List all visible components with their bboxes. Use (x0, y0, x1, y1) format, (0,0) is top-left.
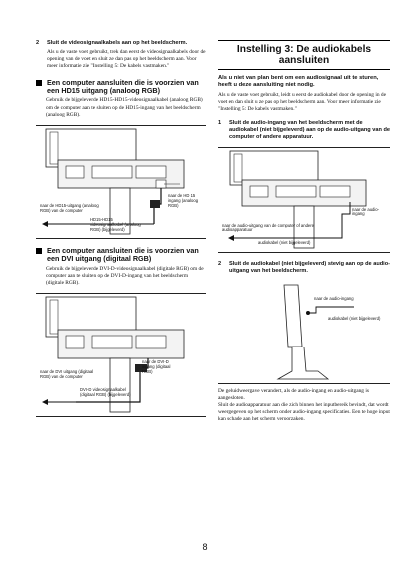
step-2-heading (36, 40, 206, 47)
section-hd15-heading (36, 79, 206, 96)
label-audio-input: naar de audio-ingang (352, 206, 380, 217)
step-2-heading (218, 261, 390, 275)
figure-hd15-connection (36, 125, 206, 239)
label-hd15-input: naar de HD 15 ingang (analoog RGB) (168, 193, 199, 208)
section-title: Een computer aansluiten die is voorzien van een HD15 uitgang (analoog RGB) (47, 77, 199, 96)
figure-dvi-connection (36, 293, 206, 417)
lead-text: Als u niet van plan bent om een audiosignaal uit te sturen, heeft u deze aansluiting niet nodig. (218, 75, 379, 88)
step-title: Sluit de audio-ingang van het beeldscherm met de audiokabel (niet bijgeleverd) aan op de audio-uitgang van de computer of andere apparatuur. (229, 119, 390, 140)
label-cable: DVI-D videosignaalkabel (digitaal RGB) (bijgeleverd) (80, 387, 131, 398)
bullet-square-icon (36, 80, 42, 86)
label-computer-out: naar de DVI uitgang (digitaal RGB) van de computer (40, 369, 94, 380)
step-number: 2 (218, 260, 222, 267)
label-cable: HD15-HD15 videosignaalkabel (analoog RGB) (bijgeleverd) (90, 217, 141, 232)
step-2-body: Als u de vaste voet gebruikt, trek dan eerst de videosignaalkabels door de opening van de voet en sluit ze dan pas op het beeldscherm aan. Voor meer informatie zie "Instelling 5: De kabels vastmaken." (47, 49, 206, 70)
section-hd15-body: Gebruik de bijgeleverde HD15-HD15-videosignaalkabel (analoog RGB) om de computer aan te sluiten op de HD15-ingang van het beeldscherm (analoog RGB). (46, 97, 203, 118)
outro-text: De geluidweergave verandert, als de audio-ingang en audio-uitgang is aangesloten. Sluit de audioapparatuur aan die zich binnen het inputbereik bevindt, dat wordt weergegeven op het scherm onder audio-ingang specificaties. Een te hoge input kan schade aan het scherm veroorzaken. (218, 387, 390, 423)
figure-audio-input (218, 147, 390, 253)
label-cable: audiokabel (niet bijgeleverd) (258, 239, 311, 245)
left-column (36, 40, 206, 417)
section-title: Instelling 3: De audiokabels aansluiten (218, 40, 390, 70)
label-computer-out: naar de audio-uitgang van de computer of andere audioapparatuur (222, 222, 314, 233)
step-title: Sluit de videosignaalkabels aan op het beeldscherm. (47, 40, 188, 46)
figure-audio-output (218, 281, 390, 384)
page-number: 8 (202, 542, 208, 552)
label-cable: audiokabel (niet bijgeleverd) (328, 315, 381, 321)
bullet-square-icon (36, 248, 42, 254)
section-title: Een computer aansluiten die is voorzien van een DVI uitgang (digitaal RGB) (47, 246, 199, 264)
intro-text: Als u de vaste voet gebruikt, leidt u eerst de audiokabel door de opening in de voet en dan sluit u ze pas op het beeldscherm aan. Voor meer informatie zie "Instelling 5: De kabels vastmaken." (218, 92, 386, 113)
step-number: 1 (218, 119, 222, 126)
label-computer-out: naar de HD15-uitgang (analoog RGB) van de computer (40, 203, 99, 213)
label-dvi-input: naar de DVI-D ingang (digitaal RGB) (142, 359, 171, 375)
section-dvi-body: Gebruik de bijgeleverde DVI-D-videosignaalkabel (digitale RGB) om de computer aan te sluiten op de DVI-D-ingang van het beeldscherm (digitale RGB). (46, 265, 204, 287)
monitor-back-illustration (36, 294, 206, 416)
right-column (218, 40, 390, 424)
label-audio-input: naar de audio-ingang (314, 295, 354, 301)
monitor-back-illustration (218, 148, 390, 252)
section-dvi-heading (36, 247, 206, 264)
step-title: Sluit de audiokabel (niet bijgeleverd) stevig aan op de audio-uitgang van het beeldscherm. (229, 260, 391, 274)
step-1-heading (218, 120, 390, 141)
step-number: 2 (36, 40, 40, 46)
